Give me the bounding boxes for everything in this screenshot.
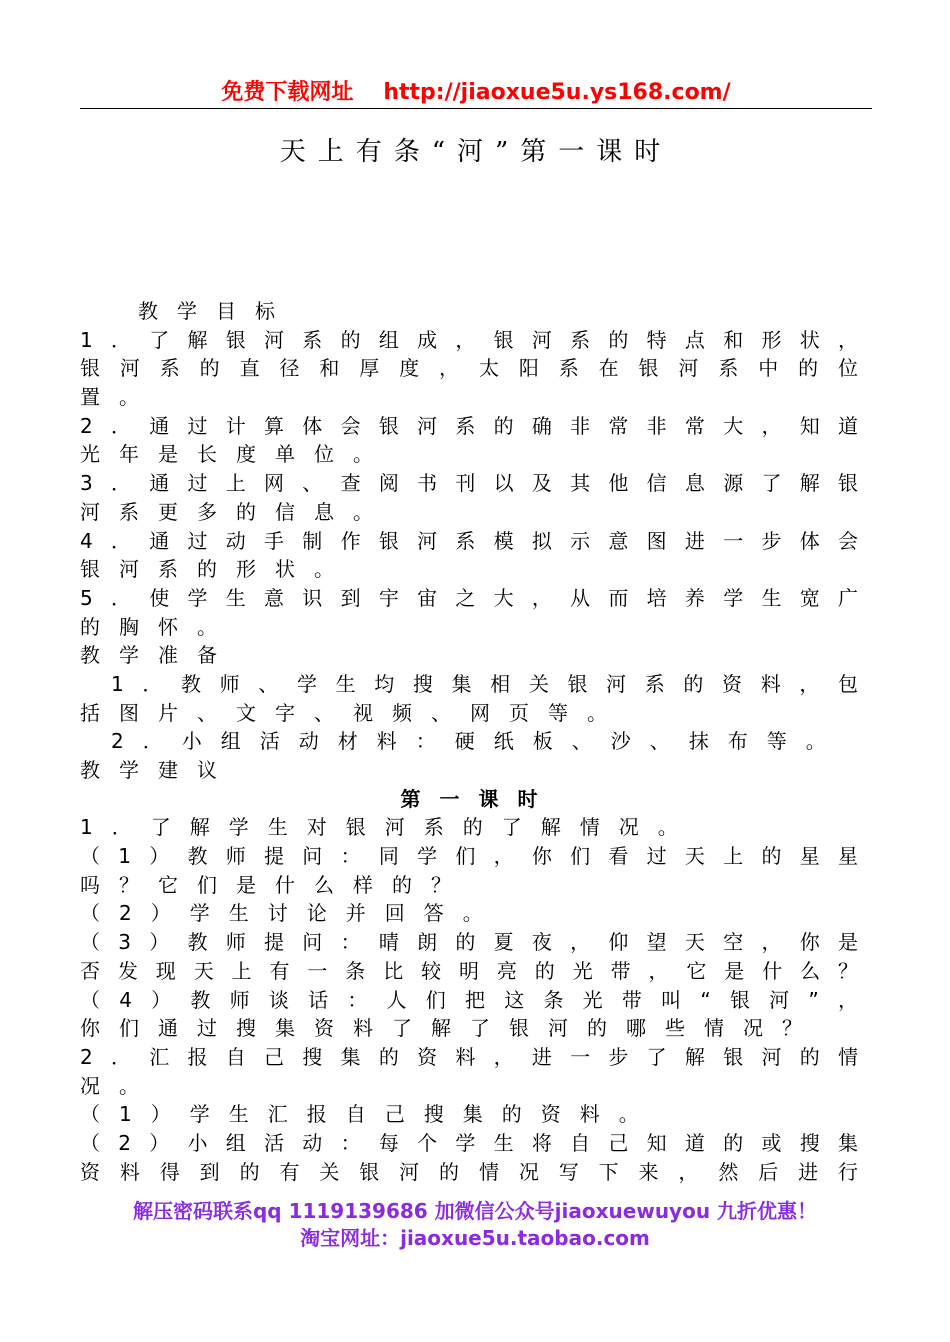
body-line: 5．使学生意识到宇宙之大，从而培养学生宽广 <box>80 585 858 610</box>
body-line: （4）教师谈话：人们把这条光带叫“银河”， <box>80 987 858 1012</box>
document-body <box>80 297 858 1186</box>
footer-password-contact: 解压密码联系qq 1119139686 加微信公众号jiaoxuewuyou 九折优惠！ <box>132 1199 818 1223</box>
body-line: 教学建议 <box>80 758 236 782</box>
body-line: （2）学生讨论并回答。 <box>80 901 502 926</box>
section-heading: 第一课时 <box>400 786 557 811</box>
body-line: 置。 <box>80 385 158 410</box>
body-line: 2．小组活动材料：硬纸板、沙、抹布等。 <box>111 729 845 754</box>
body-line: 1．教师、学生均搜集相关银河系的资料，包 <box>111 671 858 696</box>
body-line: 2．通过计算体会银河系的确非常非常大，知道 <box>80 413 858 438</box>
body-line: 你们通过搜集资料了解了银河的哪些情况？ <box>80 1016 821 1041</box>
body-line: 3．通过上网、查阅书刊以及其他信息源了解银 <box>80 471 858 496</box>
body-line: 银河系的形状。 <box>80 557 353 582</box>
body-line: （3）教师提问：晴朗的夏夜，仰望天空，你是 <box>80 930 858 955</box>
body-line: 教学准备 <box>80 643 236 668</box>
header-download-label: 免费下载网址 <box>221 80 354 105</box>
body-line: 教学目标 <box>138 299 294 323</box>
body-line: （2）小组活动：每个学生将自己知道的或搜集 <box>80 1130 858 1155</box>
body-line: 括图片、文字、视频、网页等。 <box>80 700 626 725</box>
body-line: 4．通过动手制作银河系模拟示意图进一步体会 <box>80 528 858 553</box>
body-line: （1）学生汇报自己搜集的资料。 <box>80 1102 658 1127</box>
footer-taobao-link[interactable]: 淘宝网址：jiaoxue5u.taobao.com <box>300 1226 650 1250</box>
body-line: 况。 <box>80 1073 158 1098</box>
body-line: 资料得到的有关银河的情况写下来，然后进行 <box>80 1159 858 1184</box>
header-banner <box>80 78 872 108</box>
body-line: 否发现天上有一条比较明亮的光带，它是什么？ <box>80 958 858 983</box>
body-line: （1）教师提问：同学们，你们看过天上的星星 <box>80 844 858 869</box>
body-line: 的胸怀。 <box>80 614 236 639</box>
body-line: 河系更多的信息。 <box>80 499 392 524</box>
body-line: 2．汇报自己搜集的资料，进一步了解银河的情 <box>80 1044 858 1069</box>
footer-banner <box>0 1198 950 1252</box>
body-line: 光年是长度单位。 <box>80 442 392 467</box>
document-title: 天上有条“河”第一课时 <box>279 137 673 167</box>
body-line: 吗？它们是什么样的？ <box>80 872 470 897</box>
body-line: 银河系的直径和厚度，太阳系在银河系中的位 <box>80 356 858 381</box>
header-divider <box>80 108 872 109</box>
body-line: 1．了解学生对银河系的了解情况。 <box>80 815 697 840</box>
body-line: 1．了解银河系的组成，银河系的特点和形状， <box>80 327 858 352</box>
header-url-link[interactable]: http://jiaoxue5u.ys168.com/ <box>383 80 731 105</box>
